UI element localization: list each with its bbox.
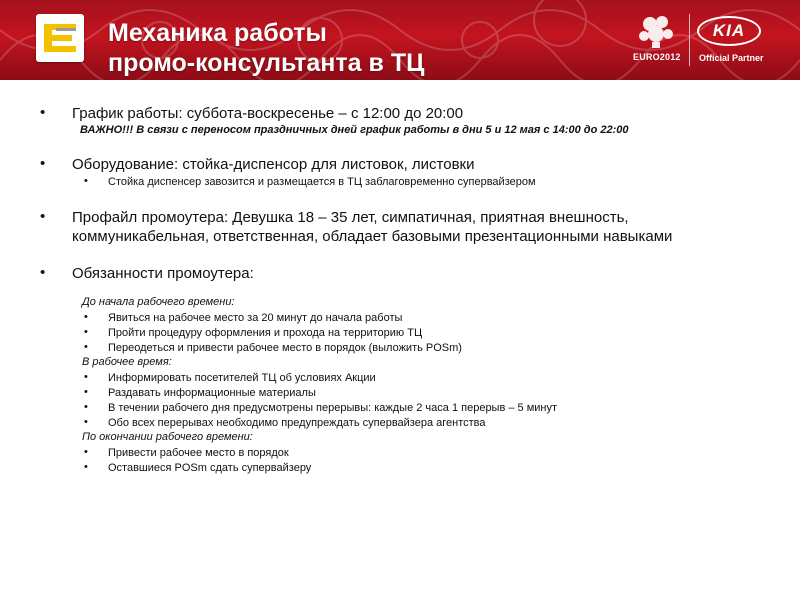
bullet-marker: •	[40, 104, 46, 121]
bullet-marker: •	[84, 326, 88, 338]
bullet-marker: •	[40, 264, 46, 281]
slide-header	[0, 0, 800, 80]
list-item: Пройти процедуру оформления и прохода на территорию ТЦ	[108, 327, 423, 339]
official-partner-label: Official Partner	[699, 53, 764, 63]
list-item: Переодеться и привести рабочее место в порядок (выложить POSm)	[108, 342, 462, 354]
bullet-marker: •	[84, 461, 88, 473]
list-item: В течении рабочего дня предусмотрены перерывы: каждые 2 часа 1 перерыв – 5 минут	[108, 402, 558, 414]
duties-text: Обязанности промоутера:	[72, 265, 254, 282]
during-work-title: В рабочее время:	[82, 356, 172, 368]
schedule-text: График работы: суббота-воскресенье – с 12:00 до 20:00	[72, 105, 464, 122]
list-item: Привести рабочее место в порядок	[108, 447, 289, 459]
equipment-item: Стойка диспенсер завозится и размещается в ТЦ заблаговременно супервайзером	[108, 176, 536, 188]
bullet-marker: •	[40, 155, 46, 172]
bullet-marker: •	[84, 386, 88, 398]
euro2012-emblem-icon	[630, 10, 686, 72]
bullet-marker: •	[84, 341, 88, 353]
kia-logo	[697, 16, 761, 46]
bullet-marker: •	[40, 208, 46, 225]
list-item: Информировать посетителей ТЦ об условиях Акции	[108, 372, 376, 384]
bullet-marker: •	[84, 401, 88, 413]
agency-logo	[36, 14, 84, 62]
title-line-2: промо-консультанта в ТЦ	[108, 49, 425, 77]
before-work-title: До начала рабочего времени:	[82, 296, 235, 308]
equipment-text: Оборудование: стойка-диспенсор для листовок, листовки	[72, 156, 475, 173]
bullet-marker: •	[84, 311, 88, 323]
list-item: Оставшиеся POSm сдать супервайзеру	[108, 462, 312, 474]
title-line-1: Механика работы	[108, 19, 327, 47]
bullet-marker: •	[84, 371, 88, 383]
after-work-title: По окончании рабочего времени:	[82, 431, 253, 443]
logo-divider	[689, 14, 690, 66]
bullet-marker: •	[84, 175, 88, 187]
bullet-marker: •	[84, 416, 88, 428]
list-item: Явиться на рабочее место за 20 минут до начала работы	[108, 312, 403, 324]
page-title	[108, 18, 424, 78]
list-item: Раздавать информационные материалы	[108, 387, 316, 399]
euro2012-label: EURO2012	[633, 52, 681, 62]
profile-line-2: коммуникабельная, ответственная, обладает базовыми презентационными навыками	[72, 228, 673, 245]
schedule-note: ВАЖНО!!! В связи с переносом праздничных дней график работы в дни 5 и 12 мая с 14:00 до 22:00	[80, 124, 629, 136]
profile-line-1: Профайл промоутера: Девушка 18 – 35 лет, симпатичная, приятная внешность,	[72, 209, 629, 226]
list-item: Обо всех перерывах необходимо предупреждать супервайзера агентства	[108, 417, 486, 429]
bullet-marker: •	[84, 446, 88, 458]
kia-logo-text: KIA	[712, 21, 746, 40]
